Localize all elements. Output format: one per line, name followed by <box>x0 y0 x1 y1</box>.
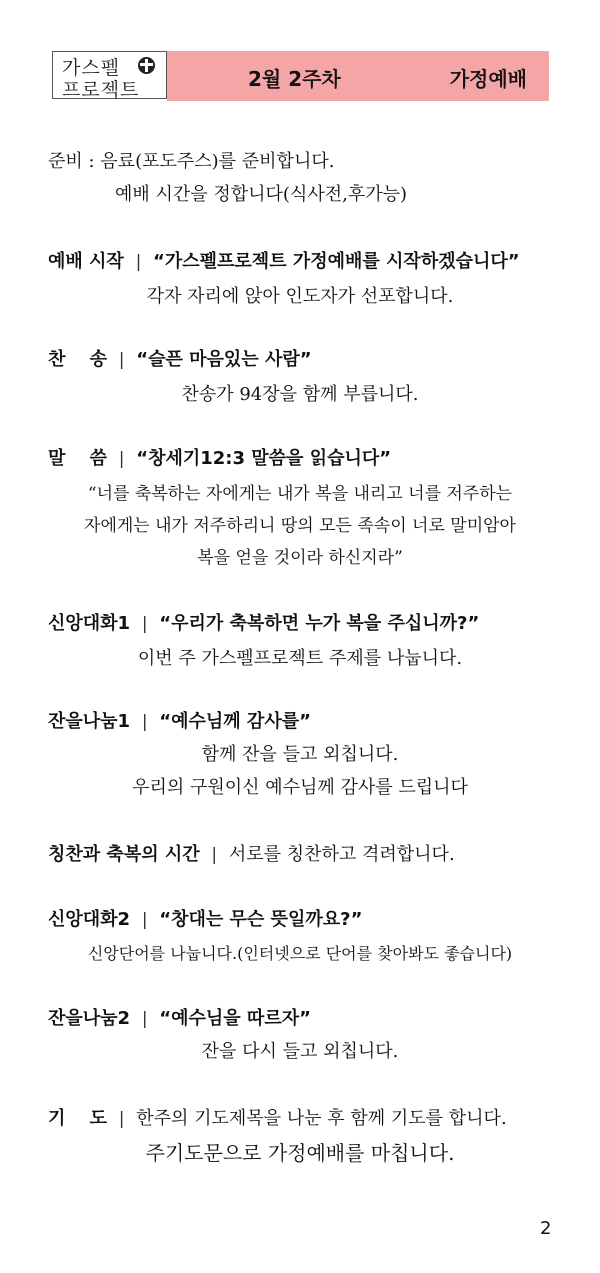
talk2-quote: “창대는 무슨 뜻일까요?” <box>159 909 363 930</box>
cup2-quote: “예수님을 따르자” <box>159 1008 311 1029</box>
cup2-heading <box>48 1007 311 1031</box>
word-line3: 복을 얻을 것이라 하신지라” <box>197 548 403 568</box>
talk1-sep: | <box>141 614 148 634</box>
prep-text1: 음료(포도주스)를 준비합니다. <box>100 151 335 172</box>
hymn-line1: 찬송가 94장을 함께 부릅니다. <box>181 384 419 405</box>
talk1-line1: 이번 주 가스펠프로젝트 주제를 나눕니다. <box>137 648 463 669</box>
page-number: 2 <box>540 1218 552 1239</box>
logo-line2: 프로젝트 <box>62 79 140 101</box>
prep-line1 <box>48 150 334 174</box>
talk1-quote: “우리가 축복하면 누가 복을 주십니까?” <box>159 613 480 634</box>
start-sep: | <box>135 252 142 272</box>
talk2-sep: | <box>141 910 148 930</box>
prep-label: 준비 : <box>48 151 95 172</box>
cup2-sep: | <box>141 1009 148 1029</box>
praise-label: 칭찬과 축복의 시간 <box>48 844 200 865</box>
talk1-heading <box>48 612 479 636</box>
word-line2: 자에게는 내가 저주하리니 땅의 모든 족속이 너로 말미암아 <box>84 516 516 536</box>
gospel-project-logo <box>52 51 167 99</box>
cup1-sep: | <box>141 712 148 732</box>
week-label: 2월 2주차 <box>248 67 341 91</box>
praise-heading <box>48 843 455 867</box>
word-heading <box>48 447 391 471</box>
prep-line2: 예배 시간을 정합니다(식사전,후가능) <box>115 184 408 205</box>
cup1-quote: “예수님께 감사를” <box>159 711 311 732</box>
cup2-line1: 잔을 다시 들고 외칩니다. <box>201 1041 399 1062</box>
praise-sep: | <box>211 845 218 865</box>
hymn-sep: | <box>118 350 125 370</box>
word-label: 말 씀 <box>48 448 108 469</box>
talk2-line1: 신앙단어를 나눕니다.(인터넷으로 단어를 찾아봐도 좋습니다) <box>87 944 513 963</box>
start-heading <box>48 250 520 274</box>
worship-title: 가정예배 <box>449 67 527 91</box>
hymn-heading <box>48 348 312 372</box>
cross-icon <box>138 57 155 74</box>
start-quote: “가스펠프로젝트 가정예배를 시작하겠습니다” <box>153 251 520 272</box>
cup1-line2: 우리의 구원이신 예수님께 감사를 드립니다 <box>132 777 468 798</box>
hymn-label: 찬 송 <box>48 349 108 370</box>
talk1-label: 신앙대화1 <box>48 613 131 634</box>
prayer-line1: 주기도문으로 가정예배를 마칩니다. <box>145 1141 455 1165</box>
title-band <box>167 51 549 101</box>
talk2-heading <box>48 908 362 932</box>
prayer-heading <box>48 1107 507 1131</box>
talk2-label: 신앙대화2 <box>48 909 131 930</box>
prayer-text: 한주의 기도제목을 나눈 후 함께 기도를 합니다. <box>136 1108 507 1129</box>
cup1-label: 잔을나눔1 <box>48 711 131 732</box>
cup1-line1: 함께 잔을 들고 외칩니다. <box>201 744 399 765</box>
word-sep: | <box>118 449 125 469</box>
praise-text: 서로를 칭찬하고 격려합니다. <box>228 844 455 865</box>
start-label: 예배 시작 <box>48 251 124 272</box>
hymn-quote: “슬픈 마음있는 사람” <box>136 349 312 370</box>
prayer-label: 기 도 <box>48 1108 108 1129</box>
prayer-sep: | <box>118 1109 125 1129</box>
cup1-heading <box>48 710 311 734</box>
logo-line1: 가스펠 <box>62 57 121 79</box>
word-line1: “너를 축복하는 자에게는 내가 복을 내리고 너를 저주하는 <box>87 484 513 504</box>
header <box>52 51 549 101</box>
word-quote: “창세기12:3 말씀을 읽습니다” <box>136 448 392 469</box>
start-line1: 각자 자리에 앉아 인도자가 선포합니다. <box>146 286 454 307</box>
cup2-label: 잔을나눔2 <box>48 1008 131 1029</box>
